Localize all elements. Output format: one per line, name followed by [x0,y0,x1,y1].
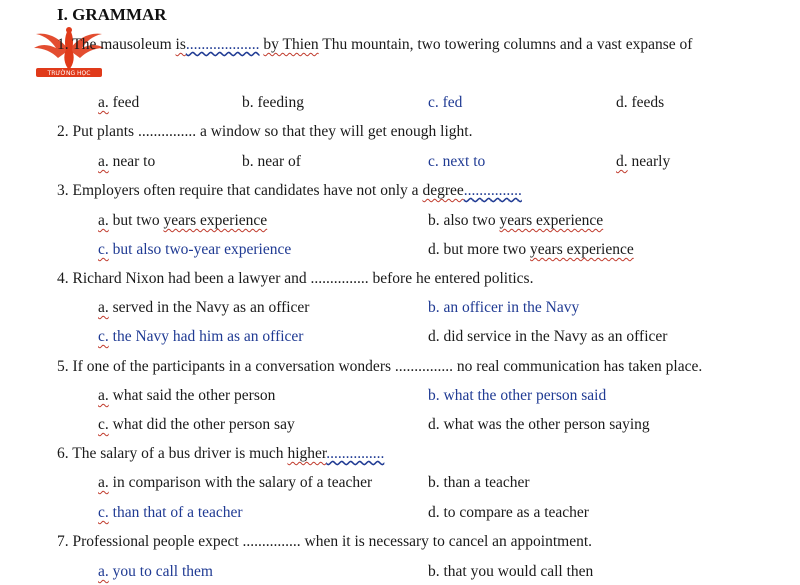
q1-option-d[interactable]: d. feeds [616,94,665,111]
q2-option-d[interactable]: d. nearly [616,153,671,170]
q2-option-b[interactable]: b. near of [242,153,301,170]
q5-option-b[interactable]: b. what the other person said [428,387,607,404]
q2-option-c[interactable]: c. next to [428,153,486,170]
q4-option-a[interactable]: a. served in the Navy as an officer [98,299,310,316]
question-3-stem: 3. Employers often require that candidates have not only a degree............... [57,182,522,199]
question-5-stem: 5. If one of the participants in a conversation wonders ............... no real communication has taken place. [57,358,703,375]
q3-option-d[interactable]: d. but more two years experience [428,241,634,258]
q3-option-a[interactable]: a. but two years experience [98,212,268,229]
q6-option-b[interactable]: b. than a teacher [428,474,530,491]
q7-option-a[interactable]: a. you to call them [98,563,213,580]
q4-option-c[interactable]: c. the Navy had him as an officer [98,328,304,345]
question-2-stem: 2. Put plants ............... a window so that they will get enough light. [57,123,473,140]
q3-option-b[interactable]: b. also two years experience [428,212,604,229]
q1-option-c[interactable]: c. fed [428,94,463,111]
section-heading: I. GRAMMAR [57,5,167,24]
q6-option-c[interactable]: c. than that of a teacher [98,504,243,521]
q3-option-c[interactable]: c. but also two-year experience [98,241,292,258]
q5-option-d[interactable]: d. what was the other person saying [428,416,650,433]
q1-option-a[interactable]: a. feed [98,94,140,111]
question-7-stem: 7. Professional people expect ............... when it is necessary to cancel an appointment. [57,533,593,550]
q6-option-a[interactable]: a. in comparison with the salary of a teacher [98,474,373,491]
q4-option-b[interactable]: b. an officer in the Navy [428,299,580,316]
question-1-stem: 1. The mausoleum is................... by Thien Thu mountain, two towering columns and a vast expanse of [57,36,693,53]
q1-option-b[interactable]: b. feeding [242,94,304,111]
question-4-stem: 4. Richard Nixon had been a lawyer and ............... before he entered politics. [57,270,534,287]
q5-option-c[interactable]: c. what did the other person say [98,416,295,433]
question-6-stem: 6. The salary of a bus driver is much higher............... [57,445,385,462]
q2-option-a[interactable]: a. near to [98,153,156,170]
q6-option-d[interactable]: d. to compare as a teacher [428,504,589,521]
logo-text: TRƯỜNG HỌC [47,70,91,77]
q4-option-d[interactable]: d. did service in the Navy as an officer [428,328,668,345]
q7-option-b[interactable]: b. that you would call then [428,563,594,580]
q5-option-a[interactable]: a. what said the other person [98,387,276,404]
